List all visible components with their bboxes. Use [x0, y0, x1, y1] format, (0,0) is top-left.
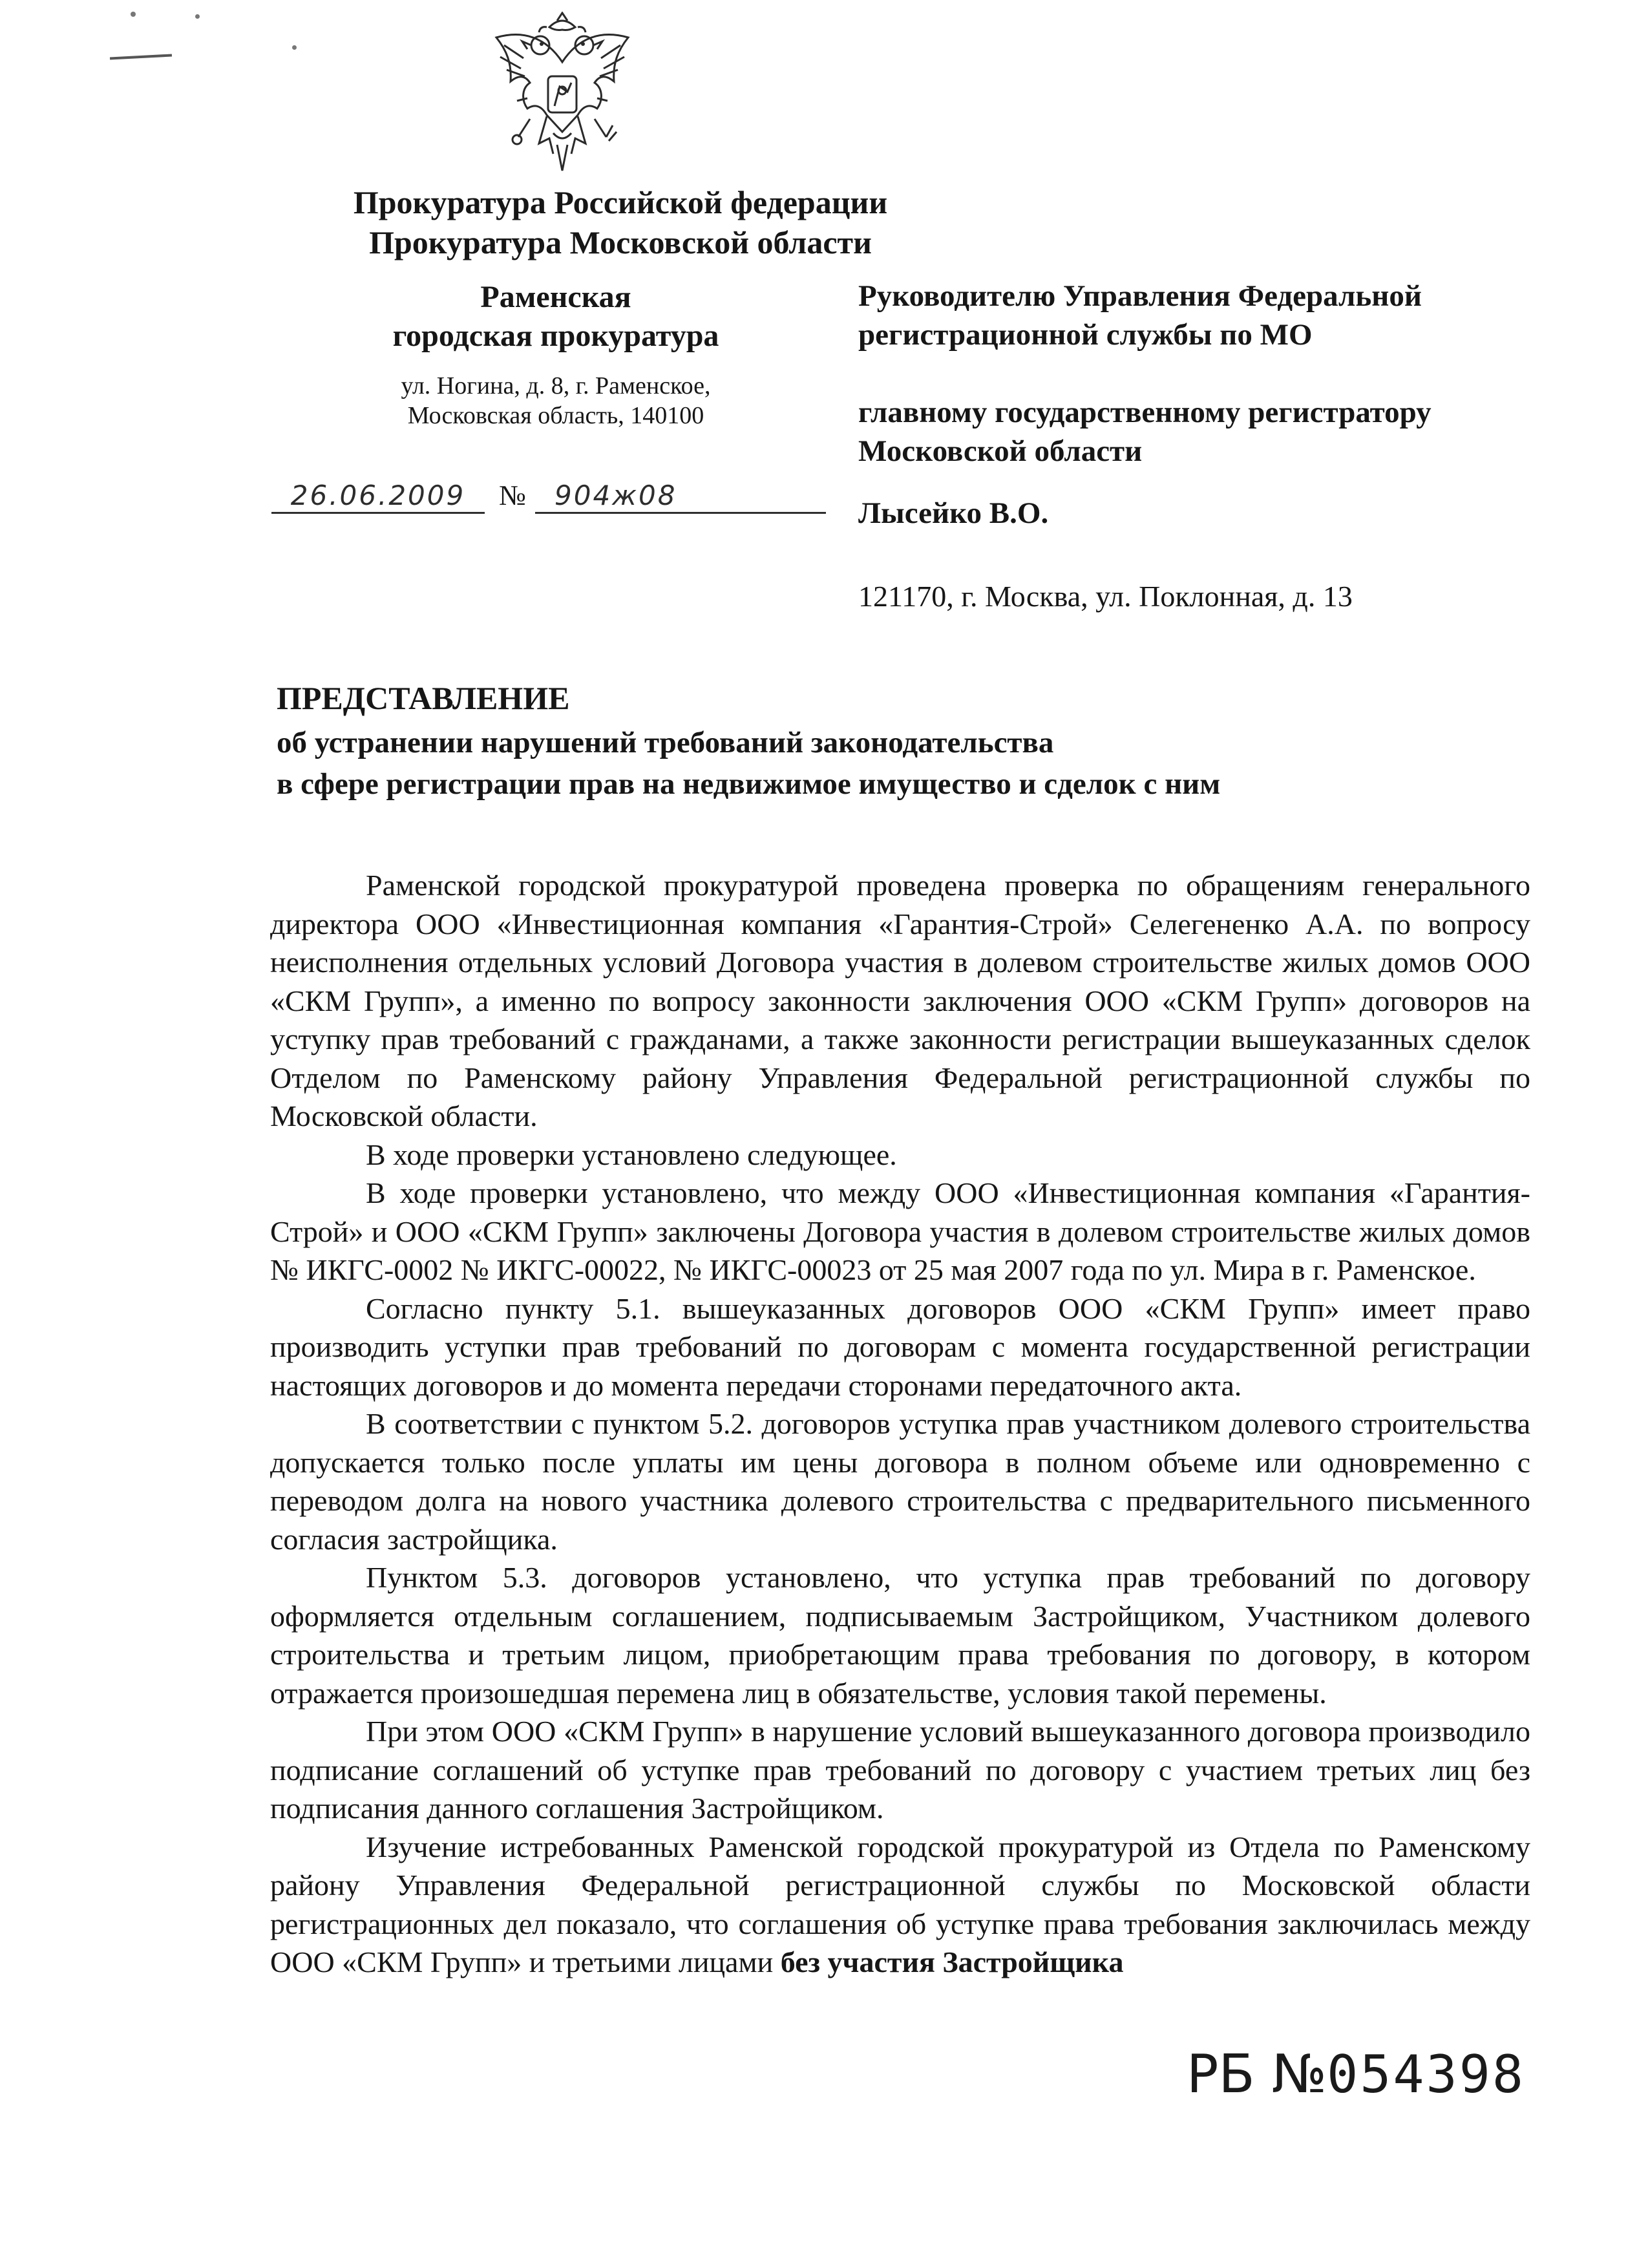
addressee-name: Лысейко В.О.	[858, 496, 1049, 530]
body-paragraph: В соответствии с пунктом 5.2. договоров уступка прав участником долевого строительства допускается только после уплаты им цены договора в полном объеме или одновременно с переводом долга на нового участника долевого строительства с предварительного письменного согласия застройщика.	[270, 1407, 1530, 1556]
sender-organization	[246, 182, 995, 262]
office-line: городская прокуратура	[392, 319, 719, 353]
serial-digits: 054398	[1327, 2044, 1526, 2104]
addressee-line: регистрационной службы по МО	[858, 318, 1313, 352]
body-paragraph: В ходе проверки установлено следующее.	[366, 1138, 897, 1171]
body-paragraph: Согласно пункту 5.1. вышеуказанных договоров ООО «СКМ Групп» имеет право производить уступки прав требований по договорам с момента государственной регистрации настоящих договоров и до момента передачи сторонами передаточного акта.	[270, 1291, 1530, 1402]
body-emphasis: без участия Застройщика	[780, 1945, 1124, 1978]
sender-address	[336, 371, 776, 430]
body-paragraph: Пунктом 5.3. договоров установлено, что уступка прав требований по договору оформляется отдельным соглашением, подписываемым Застройщиком, Участником долевого строительства и третьим лицом, приобретающим права требования по договору, в котором отражается произошедшая перемена лиц в обязательстве, условия такой перемены.	[270, 1561, 1530, 1710]
body-paragraph	[270, 1828, 1530, 1982]
registration-number: 904ж08	[535, 480, 826, 514]
addressee-line: главному государственному регистратору	[858, 396, 1431, 429]
sender-office	[310, 278, 801, 355]
org-line: Прокуратура Московской области	[369, 224, 872, 260]
addressee-line: Руководителю Управления Федеральной	[858, 279, 1422, 313]
office-line: Раменская	[480, 280, 631, 314]
document-body	[270, 866, 1530, 1982]
address-line: Московская область, 140100	[407, 402, 704, 429]
document-subtitle: об устранении нарушений требований законодательства	[277, 726, 1054, 759]
serial-prefix: РБ №	[1187, 2044, 1327, 2105]
org-line: Прокуратура Российской федерации	[353, 184, 888, 220]
document-subtitle: в сфере регистрации прав на недвижимое имущество и сделок с ним	[277, 767, 1221, 801]
body-paragraph: В ходе проверки установлено, что между ООО «Инвестиционная компания «Гарантия-Строй» и ООО «СКМ Групп» заключены Договора участия в долевом строительстве жилых домов № ИКГС-0002 № ИКГС-00022, № ИКГС-00023 от 25 мая 2007 года по ул. Мира в г. Раменское.	[270, 1176, 1530, 1286]
body-paragraph-text: Изучение истребованных Раменской городской прокуратурой из Отдела по Раменскому району Управления Федеральной регистрационной службы по Московской области регистрационных дел показало, что соглашения об уступке права требования заключилась между ООО «СКМ Групп» и третьими лицами	[270, 1830, 1530, 1978]
addressee-address: 121170, г. Москва, ул. Поклонная, д. 13	[858, 580, 1353, 613]
addressee-title	[858, 393, 1601, 471]
document-title: ПРЕДСТАВЛЕНИЕ	[277, 680, 570, 716]
serial-number	[1187, 2042, 1525, 2107]
registration-date: 26.06.2009	[271, 480, 485, 514]
scan-dot	[292, 45, 297, 50]
scan-dot	[131, 12, 136, 17]
addressee-position	[858, 277, 1601, 354]
scan-dot	[195, 14, 200, 19]
double-headed-eagle-icon	[485, 12, 640, 178]
address-line: ул. Ногина, д. 8, г. Раменское,	[401, 372, 711, 399]
scan-mark	[110, 54, 172, 59]
number-sign: №	[499, 480, 526, 511]
body-paragraph: При этом ООО «СКМ Групп» в нарушение условий вышеуказанного договора производило подписание соглашений об уступке прав требований по договору с участием третьих лиц без подписания данного соглашения Застройщиком.	[270, 1715, 1530, 1825]
addressee-line: Московской области	[858, 434, 1143, 468]
body-paragraph: Раменской городской прокуратурой проведена проверка по обращениям генерального директора ООО «Инвестиционная компания «Гарантия-Строй» Селегененко А.А. по вопросу неисполнения отдельных условий Договора участия в долевом строительстве жилых домов ООО «СКМ Групп», а именно по вопросу законности заключения ООО «СКМ Групп» договоров на уступку прав требований с гражданами, а также законности регистрации вышеуказанных сделок Отделом по Раменскому району Управления Федеральной регистрационной службы по Московской области.	[270, 869, 1530, 1132]
